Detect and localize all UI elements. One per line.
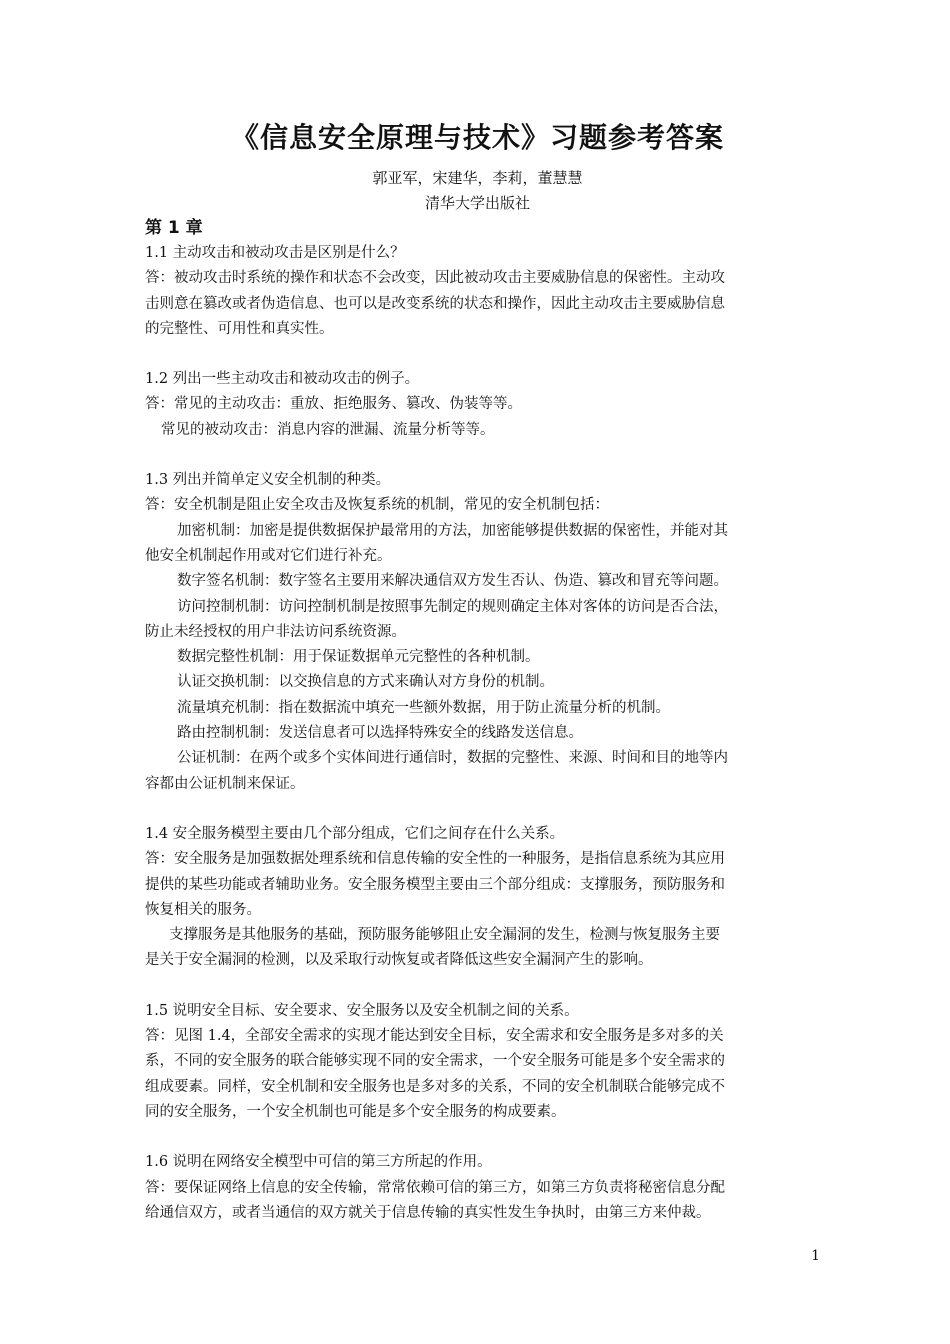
chapter-heading: 第 1 章 <box>145 218 203 238</box>
section-spacer <box>145 342 810 367</box>
question-1-6: 1.6 说明在网络安全模型中可信的第三方所起的作用。 <box>145 1154 492 1171</box>
question-1-4: 1.4 安全服务模型主要由几个部分组成，它们之间存在什么关系。 <box>145 825 565 842</box>
answer-1-4-line-2: 提供的某些功能或者辅助业务。安全服务模型主要由三个部分组成：支撑服务，预防服务和 <box>145 876 725 893</box>
question-1-5: 1.5 说明安全目标、安全要求、安全服务以及安全机制之间的关系。 <box>145 1002 579 1019</box>
question-1-3-section <box>145 468 810 797</box>
answer-1-3-line-4: 数字签名机制：数字签名主要用来解决通信双方发生否认、伪造、篡改和冒充等问题。 <box>177 573 728 590</box>
answer-1-1-line-3: 的完整性、可用性和真实性。 <box>145 320 334 337</box>
answer-1-3-line-9: 流量填充机制：指在数据流中填充一些额外数据，用于防止流量分析的机制。 <box>177 699 670 716</box>
answer-1-4-line-3: 恢复相关的服务。 <box>145 901 261 918</box>
answer-1-4-line-4: 支撑服务是其他服务的基础，预防服务能够阻止安全漏洞的发生，检测与恢复服务主要 <box>169 927 720 944</box>
section-spacer <box>145 1125 810 1150</box>
answer-1-3-line-11: 公证机制：在两个或多个实体间进行通信时，数据的完整性、来源、时间和目的地等内 <box>177 750 728 767</box>
authors-line: 郭亚军，宋建华，李莉，董慧慧 <box>372 169 583 187</box>
section-spacer <box>145 443 810 468</box>
question-1-3: 1.3 列出并简单定义安全机制的种类。 <box>145 472 391 489</box>
answer-1-3-line-6: 防止未经授权的用户非法访问系统资源。 <box>145 623 406 640</box>
answer-1-6-line-2: 给通信双方，或者当通信的双方就关于信息传输的真实性发生争执时，由第三方来仲裁。 <box>145 1204 711 1221</box>
answer-1-3-line-10: 路由控制机制：发送信息者可以选择特殊安全的线路发送信息。 <box>177 725 583 742</box>
answer-1-1-line-1: 答：被动攻击时系统的操作和状态不会改变，因此被动攻击主要威胁信息的保密性。主动攻 <box>145 270 725 287</box>
document-page <box>145 116 810 1226</box>
answer-1-5-line-2: 系，不同的安全服务的联合能够实现不同的安全需求，一个安全服务可能是多个安全需求的 <box>145 1053 725 1070</box>
answer-1-3-line-2: 加密机制：加密是提供数据保护最常用的方法，加密能够提供数据的保密性，并能对其 <box>177 522 728 539</box>
answer-1-3-line-8: 认证交换机制：以交换信息的方式来确认对方身份的机制。 <box>177 674 554 691</box>
document-title: 《信息安全原理与技术》习题参考答案 <box>230 121 724 154</box>
question-1-2: 1.2 列出一些主动攻击和被动攻击的例子。 <box>145 371 420 388</box>
question-1-1: 1.1 主动攻击和被动攻击是区别是什么？ <box>145 245 405 261</box>
answer-1-3-line-1: 答：安全机制是阻止安全攻击及恢复系统的机制，常见的安全机制包括： <box>145 497 609 514</box>
question-1-5-section <box>145 999 810 1125</box>
answer-1-4-line-5: 是关于安全漏洞的检测，以及采取行动恢复或者降低这些安全漏洞产生的影响。 <box>145 952 653 969</box>
question-1-1-section <box>145 241 810 342</box>
question-1-4-section <box>145 822 810 974</box>
question-1-2-section <box>145 367 810 443</box>
answer-1-6-line-1: 答：要保证网络上信息的安全传输，常常依赖可信的第三方，如第三方负责将秘密信息分配 <box>145 1179 725 1196</box>
answer-1-3-line-5: 访问控制机制：访问控制机制是按照事先制定的规则确定主体对客体的访问是否合法， <box>177 598 728 615</box>
answer-1-5-line-4: 同的安全服务，一个安全机制也可能是多个安全服务的构成要素。 <box>145 1103 566 1120</box>
question-1-6-section <box>145 1150 810 1226</box>
answer-1-4-line-1: 答：安全服务是加强数据处理系统和信息传输的安全性的一种服务，是指信息系统为其应用 <box>145 851 725 868</box>
publisher-line: 清华大学出版社 <box>424 194 530 212</box>
section-spacer <box>145 974 810 999</box>
answer-1-3-line-7: 数据完整性机制：用于保证数据单元完整性的各种机制。 <box>177 649 540 666</box>
answer-1-3-line-3: 他安全机制起作用或对它们进行补充。 <box>145 547 392 564</box>
answer-1-5-line-1: 答：见图 1.4，全部安全需求的实现才能达到安全目标，安全需求和安全服务是多对多的关 <box>145 1028 724 1045</box>
page-number: 1 <box>811 1248 820 1264</box>
answer-1-2-line-2: 常见的被动攻击：消息内容的泄漏、流量分析等等。 <box>161 421 495 438</box>
section-spacer <box>145 797 810 822</box>
answer-1-5-line-3: 组成要素。同样，安全机制和安全服务也是多对多的关系，不同的安全机制联合能够完成不 <box>145 1078 725 1095</box>
answer-1-1-line-2: 击则意在篡改或者伪造信息、也可以是改变系统的状态和操作，因此主动攻击主要威胁信息 <box>145 295 725 312</box>
answer-1-2-line-1: 答：常见的主动攻击：重放、拒绝服务、篡改、伪装等等。 <box>145 396 522 413</box>
answer-1-3-line-12: 容都由公证机制来保证。 <box>145 775 305 792</box>
